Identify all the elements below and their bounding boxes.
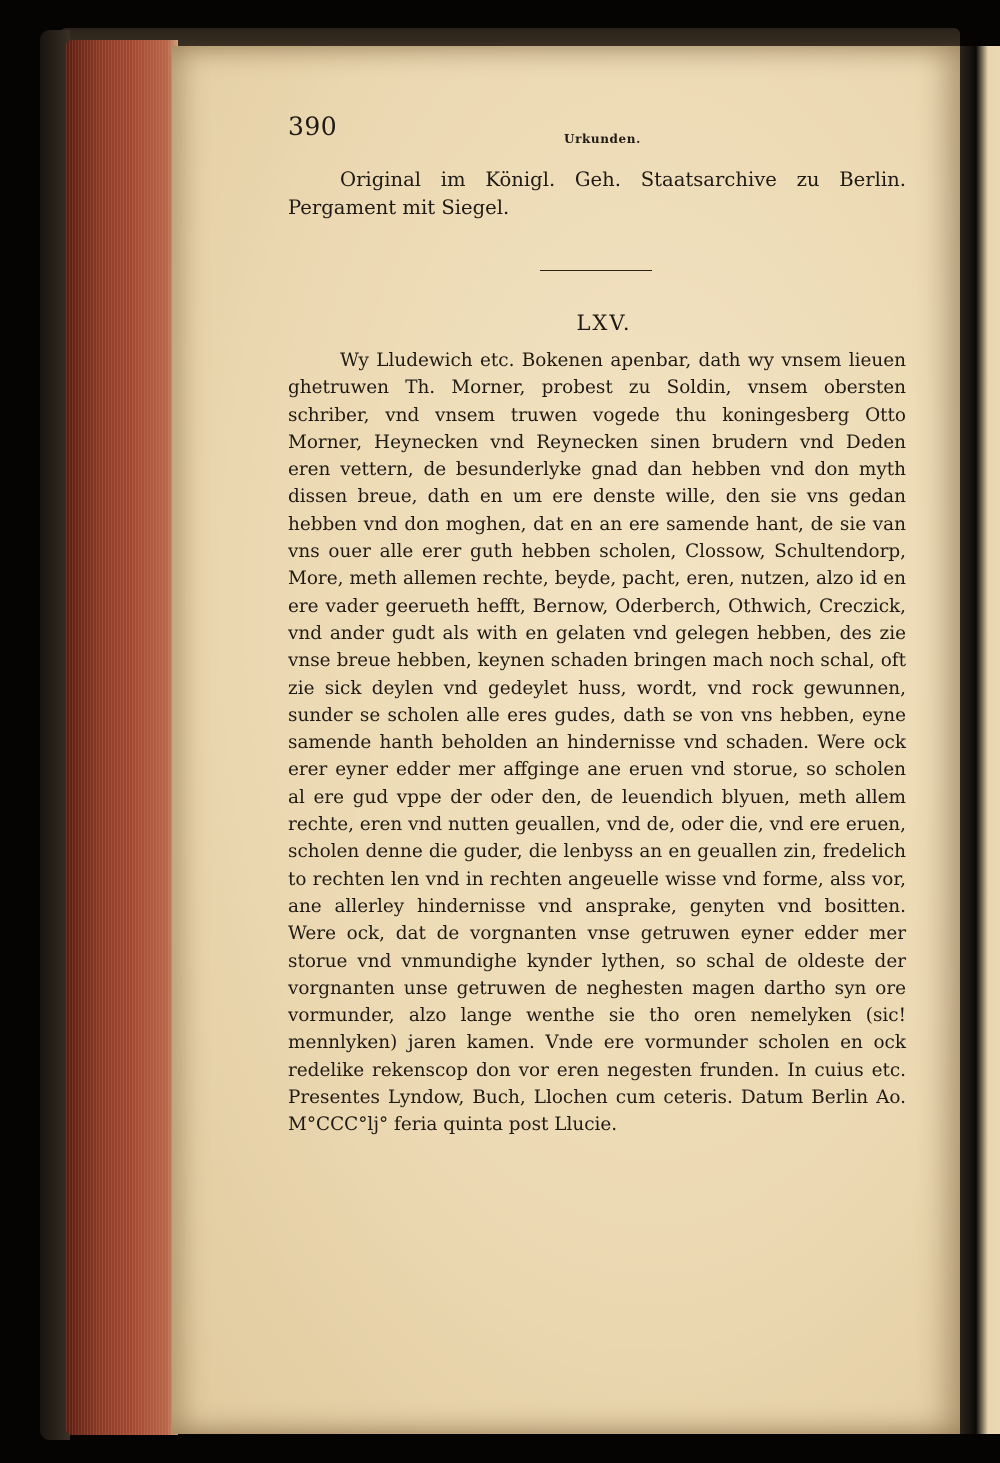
document-text: Wy Lludewich etc. Bokenen apenbar, dath wy vnsem lieuen ghetruwen Th. Morner, probest zu Soldin, vnsem obersten schriber, vnd vnsem truwen vogede thu koningesberg Otto Morner, Heynecken vnd Reynecken sinen brudern vnd Deden eren vettern, de besunderlyke gnad dan hebben vnd don myth dissen breue, dath en um ere denste wille, den sie vns gedan hebben vnd don moghen, dat en an ere samende hant, de sie van vns ouer alle erer guth hebben scholen, Clossow, Schultendorp, More, meth allemen rechte, beyde, pacht, eren, nutzen, alzo id en ere vader geerueth hefft, Bernow, Oderberch, Othwich, Creczick, vnd ander gudt als with en gelaten vnd gelegen hebben, des zie vnse breue hebben, keynen schaden bringen mach noch schal, oft zie sick deylen vnd gedeylet huss, wordt, vnd rock gewunnen, sunder se scholen alle eres gudes, dath se von vns hebben, eyne samende hanth beholden an hindernisse vnd schaden. Were ock erer eyner edder mer affginge ane eruen vnd storue, so scholen al ere gud vppe der oder den, de leuendich blyuen, meth allem rechte, eren vnd nutten geuallen, vnd de, oder die, vnd ere eruen, scholen denne die guder, die lenbyss an en geuallen zin, fredelich to rechten len vnd in rechten angeuelle wisse vnd forme, alss vor, ane allerley hindernisse vnd ansprake, genyten vnd bositten. Were ock, dat de vorgnanten vnse getruwen eyner edder mer storue vnd vnmundighe kynder lythen, so schal de oldeste der vorgnanten unse getruwen de neghesten magen dartho syn ore vormunder, alzo lange wenthe sie tho oren nemelyken (sic! mennlyken) jaren kamen. Vnde ere vormunder scholen en ock redelike rekenscop don vor eren negesten frunden. In cuius etc. Presentes Lyndow, Buch, Llochen cum ceteris. Datum Berlin Ao. M°CCC°lj° feria quinta post Llucie. [288, 350, 906, 1136]
running-head-title: Urkunden. [564, 132, 641, 146]
source-note: Original im Königl. Geh. Staatsarchive zu Berlin. Pergament mit Siegel. [288, 168, 906, 219]
document-number: LXV. [576, 311, 632, 335]
page-block-edge [66, 40, 178, 1435]
running-head [288, 112, 906, 152]
book-gutter [960, 46, 1000, 1434]
page-number: 390 [288, 112, 338, 141]
section-divider [540, 270, 652, 271]
page-content [288, 112, 906, 1139]
